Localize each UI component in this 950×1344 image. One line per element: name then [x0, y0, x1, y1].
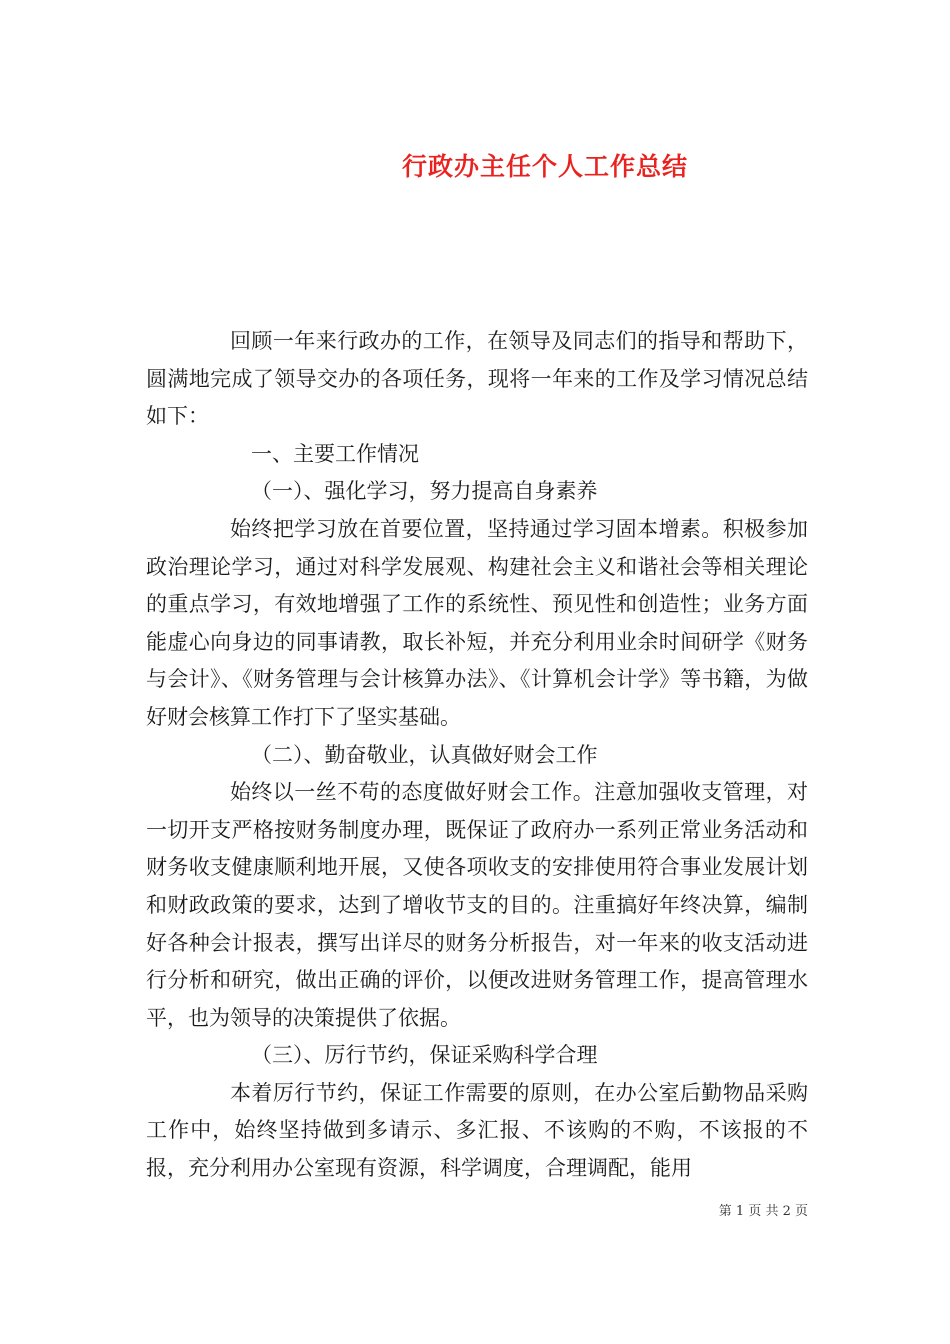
- section-heading-main: 一、主要工作情况: [251, 441, 419, 466]
- intro-paragraph: 回顾一年来行政办的工作，在领导及同志们的指导和帮助下，圆满地完成了领导交办的各项任务，现将一年来的工作及学习情况总结如下：: [146, 329, 808, 429]
- page-title: 行政办主任个人工作总结: [401, 151, 688, 181]
- document-body: [146, 323, 808, 1188]
- subsection-heading-2: （二）、勤奋敬业，认真做好财会工作: [251, 742, 598, 767]
- subsection-paragraph-2: 始终以一丝不苟的态度做好财会工作。注意加强收支管理，对一切开支严格按财务制度办理，既保证了政府办一系列正常业务活动和财务收支健康顺利地开展，又使各项收支的安排使用符合事业发展计划和财政政策的要求，达到了增收节支的目的。注重搞好年终决算，编制好各种会计报表，撰写出详尽的财务分析报告，对一年来的收支活动进行分析和研究，做出正确的评价，以便改进财务管理工作，提高管理水平，也为领导的决策提供了依据。: [146, 780, 808, 1030]
- subsection-paragraph-3: 本着厉行节约，保证工作需要的原则，在办公室后勤物品采购工作中，始终坚持做到多请示、多汇报、不该购的不购，不该报的不报，充分利用办公室现有资源，科学调度，合理调配，能用: [146, 1080, 808, 1181]
- subsection-paragraph-1: 始终把学习放在首要位置，坚持通过学习固本增素。积极参加政治理论学习，通过对科学发展观、构建社会主义和谐社会等相关理论的重点学习，有效地增强了工作的系统性、预见性和创造性；业务方面能虚心向身边的同事请教，取长补短，并充分利用业余时间研学《财务与会计》、《财务管理与会计核算办法》、《计算机会计学》等书籍，为做好财会核算工作打下了坚实基础。: [146, 516, 808, 729]
- page-number-footer: 第 1 页 共 2 页: [718, 1204, 808, 1219]
- subsection-heading-3: （三）、厉行节约，保证采购科学合理: [251, 1043, 598, 1068]
- subsection-heading-1: （一）、强化学习，努力提高自身素养: [251, 479, 598, 504]
